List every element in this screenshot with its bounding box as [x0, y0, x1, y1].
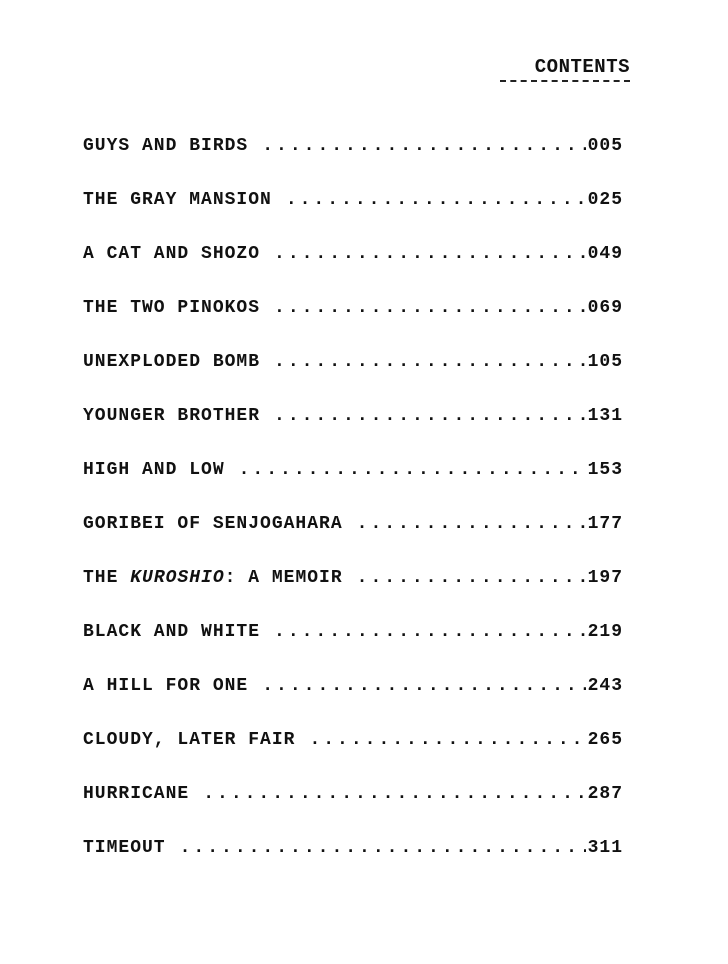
toc-entry-title [83, 568, 343, 588]
toc-entry[interactable] [83, 298, 623, 352]
toc-entry-title-pre: THE [83, 568, 131, 588]
toc-entry-title-post: : A MEMOIR [224, 568, 343, 588]
dot-leader [262, 136, 585, 156]
toc-entry-page: 311 [587, 838, 623, 858]
toc-entry[interactable] [83, 514, 623, 568]
toc-entry[interactable] [83, 622, 623, 676]
dot-leader [274, 406, 586, 426]
toc-entry-title: BLACK AND WHITE [83, 622, 261, 642]
dot-leader [262, 676, 585, 696]
dot-leader [274, 244, 586, 264]
toc-entry-page: 153 [587, 460, 623, 480]
dot-leader [274, 298, 586, 318]
contents-header [500, 56, 630, 82]
toc-entry-title-italic: KUROSHIO [130, 568, 225, 588]
toc-entry[interactable] [83, 352, 623, 406]
toc-entry[interactable] [83, 460, 623, 514]
dot-leader [357, 514, 586, 534]
dot-leader [286, 190, 586, 210]
dot-leader [180, 838, 586, 858]
toc-entry-title: HIGH AND LOW [83, 460, 225, 480]
toc-entry[interactable] [83, 784, 623, 838]
toc-entry-page: 243 [587, 676, 623, 696]
toc-entry-title: GUYS AND BIRDS [83, 136, 249, 156]
toc-entry-page: 005 [587, 136, 623, 156]
toc-entry[interactable] [83, 568, 623, 622]
toc-entry[interactable] [83, 190, 623, 244]
toc-entry-page: 025 [587, 190, 623, 210]
toc-entry-page: 177 [587, 514, 623, 534]
toc-entry-page: 219 [587, 622, 623, 642]
toc-entry-page: 131 [587, 406, 623, 426]
toc-entry-page: 287 [587, 784, 623, 804]
toc-entry-title: A HILL FOR ONE [83, 676, 249, 696]
toc-entry-title: TIMEOUT [83, 838, 166, 858]
toc-entry[interactable] [83, 136, 623, 190]
toc-entry[interactable] [83, 838, 623, 892]
toc-entry[interactable] [83, 676, 623, 730]
toc-entry-title: A CAT AND SHOZO [83, 244, 261, 264]
toc-entry-title: CLOUDY, LATER FAIR [83, 730, 296, 750]
dot-leader [274, 352, 586, 372]
dot-leader [203, 784, 585, 804]
toc-entry-title: GORIBEI OF SENJOGAHARA [83, 514, 343, 534]
title-underline [500, 80, 630, 82]
dot-leader [357, 568, 586, 588]
table-of-contents [83, 136, 623, 892]
toc-entry[interactable] [83, 730, 623, 784]
dot-leader [274, 622, 586, 642]
toc-entry-title: THE GRAY MANSION [83, 190, 272, 210]
page-title: CONTENTS [534, 56, 630, 78]
dot-leader [239, 460, 586, 480]
toc-entry-title: THE TWO PINOKOS [83, 298, 261, 318]
toc-entry-page: 265 [587, 730, 623, 750]
toc-entry-page: 069 [587, 298, 623, 318]
toc-entry[interactable] [83, 244, 623, 298]
toc-entry-page: 049 [587, 244, 623, 264]
toc-entry-page: 105 [587, 352, 623, 372]
toc-entry-title: HURRICANE [83, 784, 190, 804]
toc-entry-title: UNEXPLODED BOMB [83, 352, 261, 372]
toc-entry[interactable] [83, 406, 623, 460]
toc-entry-page: 197 [587, 568, 623, 588]
toc-entry-title: YOUNGER BROTHER [83, 406, 261, 426]
dot-leader [309, 730, 585, 750]
